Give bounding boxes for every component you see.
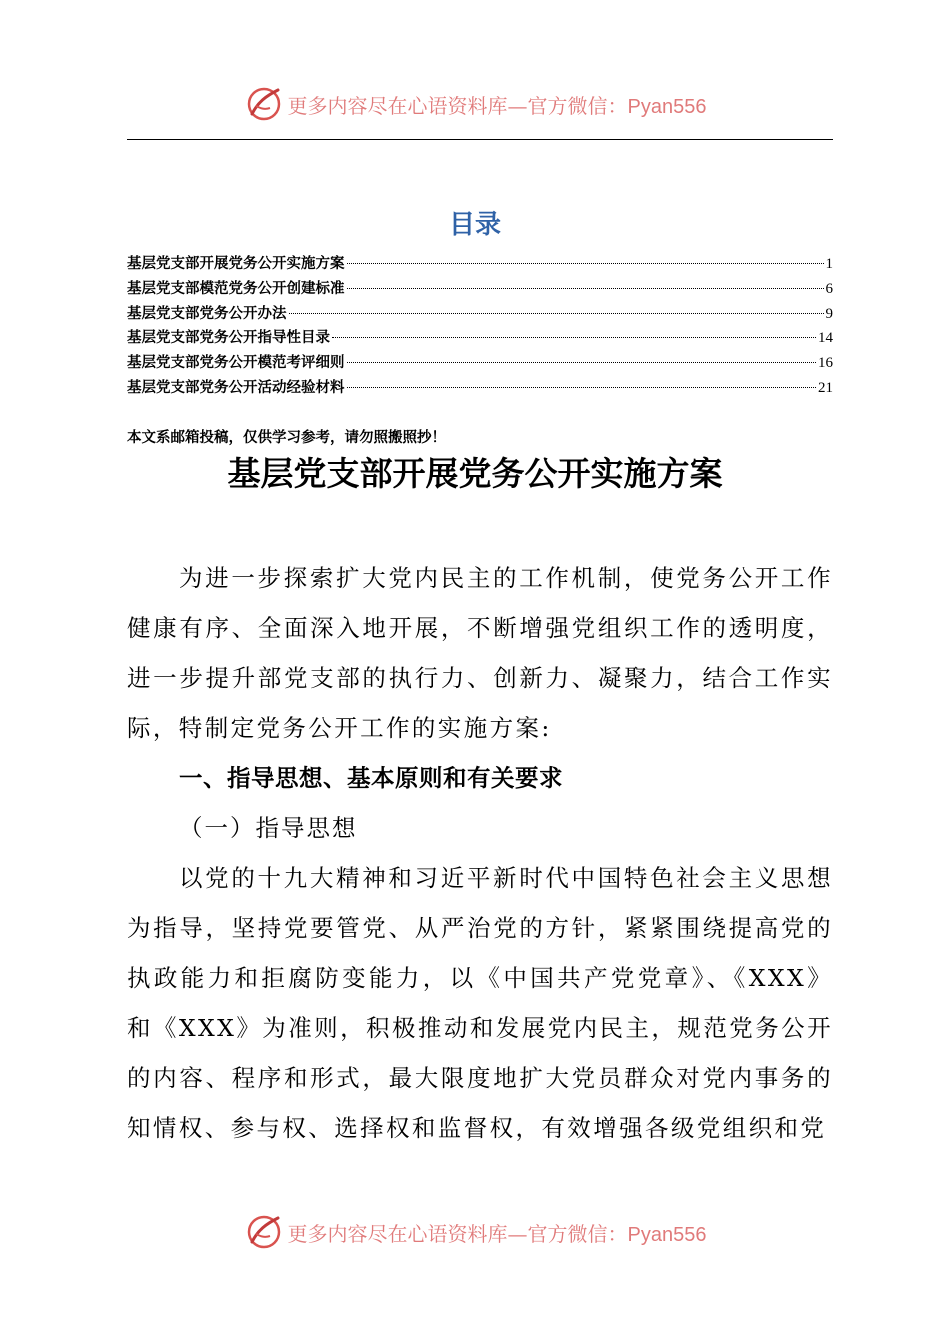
brand-logo-icon [244, 1212, 284, 1252]
toc-item[interactable] [127, 376, 833, 401]
header-banner [0, 82, 950, 126]
document-title: 基层党支部开展党务公开实施方案 [227, 454, 723, 493]
toc-leader [347, 362, 817, 363]
subsection-heading: （一）指导思想 [179, 814, 358, 842]
toc-item-label: 基层党支部模范党务公开创建标准 [127, 279, 345, 297]
toc-leader [347, 263, 824, 264]
toc-item-page: 14 [818, 330, 833, 347]
banner-text: 更多内容尽在心语资料库—官方微信：Pyan556 [287, 1221, 707, 1246]
toc-item-page: 16 [818, 355, 833, 372]
footer-banner [0, 1210, 950, 1254]
toc-leader [347, 387, 817, 388]
intro-paragraph: 为进一步探索扩大党内民主的工作机制，使党务公开工作健康有序、全面深入地开展，不断增强党组织工作的透明度，进一步提升部党支部的执行力、创新力、凝聚力，结合工作实际，特制定党务公开工作的实施方案: [127, 564, 833, 742]
toc-item-label: 基层党支部开展党务公开实施方案 [127, 255, 345, 272]
document-body [127, 553, 833, 1153]
table-of-contents [127, 252, 833, 401]
toc-leader [347, 288, 824, 289]
toc-item-label: 基层党支部党务公开办法 [127, 304, 287, 322]
header-divider [127, 139, 833, 140]
banner-handle: Pyan556 [627, 95, 707, 118]
toc-item-page: 21 [818, 379, 833, 396]
toc-item-page: 1 [825, 256, 833, 272]
banner-handle: Pyan556 [627, 1223, 707, 1246]
toc-item-page: 6 [825, 280, 833, 297]
toc-item[interactable] [127, 302, 833, 327]
toc-item[interactable] [127, 351, 833, 376]
toc-item-label: 基层党支部党务公开指导性目录 [127, 329, 330, 347]
toc-item-page: 9 [825, 305, 833, 322]
toc-leader [289, 313, 824, 314]
toc-item-label: 基层党支部党务公开模范考评细则 [127, 354, 345, 372]
toc-item-label: 基层党支部党务公开活动经验材料 [127, 378, 345, 396]
toc-title: 目录 [448, 210, 501, 240]
toc-item[interactable] [127, 252, 833, 277]
section-heading: 一、指导思想、基本原则和有关要求 [179, 764, 563, 792]
brand-logo-icon [244, 84, 284, 124]
toc-item[interactable] [127, 277, 833, 302]
banner-text: 更多内容尽在心语资料库—官方微信：Pyan556 [287, 93, 707, 118]
toc-leader [332, 337, 816, 338]
disclaimer-notice: 本文系邮箱投稿，仅供学习参考，请勿照搬照抄！ [127, 429, 446, 446]
body-paragraph: 以党的十九大精神和习近平新时代中国特色社会主义思想为指导，坚持党要管党、从严治党的方针，紧紧围绕提高党的执政能力和拒腐防变能力，以《中国共产党党章》、《XXX》和《XXX》为准则，积极推动和发展党内民主，规范党务公开的内容、程序和形式，最大限度地扩大党员群众对党内事务的知情权、参与权、选择权和监督权，有效增强各级党组织和党 [127, 864, 833, 1142]
toc-item[interactable] [127, 326, 833, 351]
